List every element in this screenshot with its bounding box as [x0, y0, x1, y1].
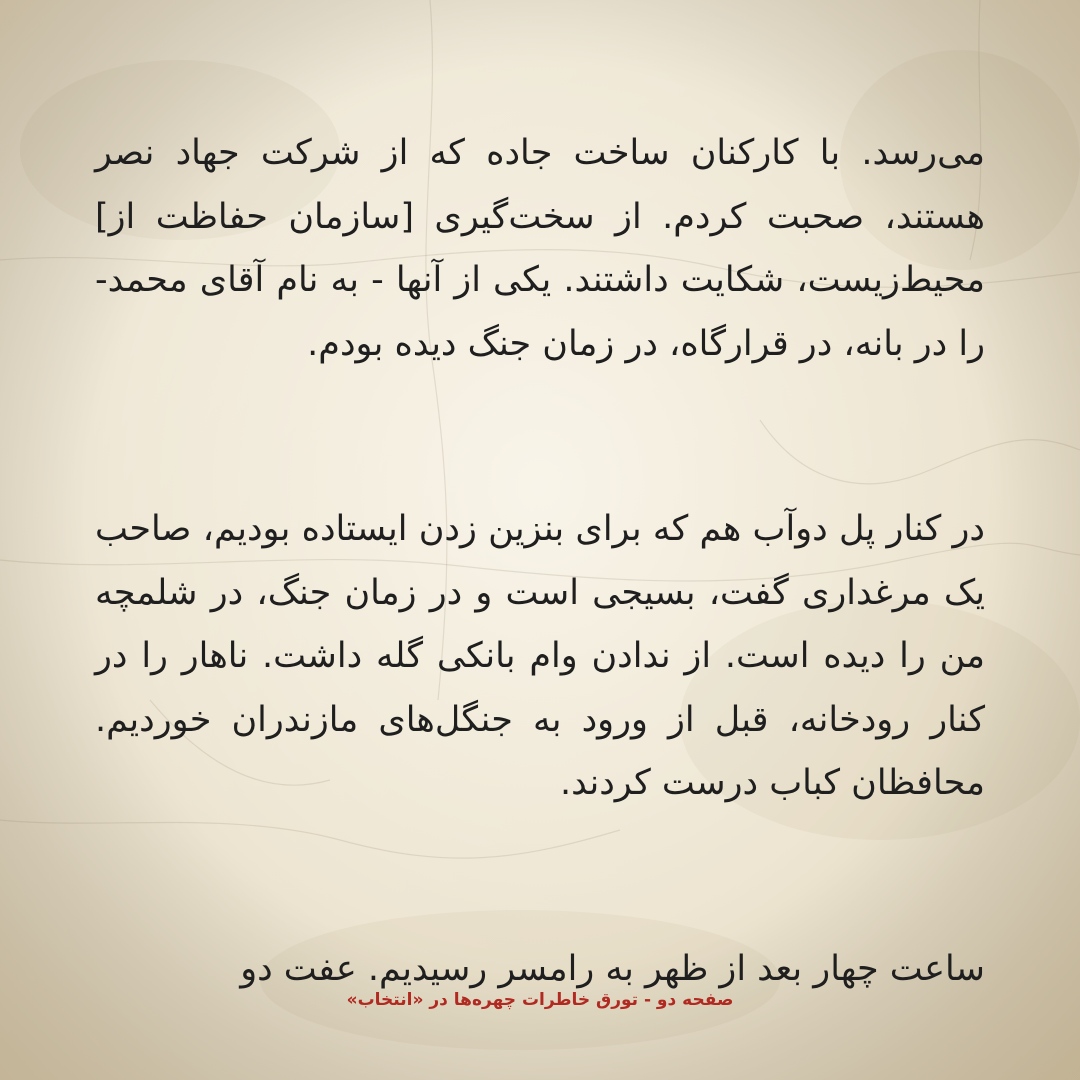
body-paragraph-3: ساعت چهار بعد از ظهر به رامسر رسیدیم. عفت دو [240, 949, 985, 989]
body-paragraph-1: می‌رسد. با کارکنان ساخت جاده که از شرکت جهاد نصر هستند، صحبت کردم. از سخت‌گیری [سازمان حفاظت از] محیط‌زیست، شکایت داشتند. یکی از آنها - به نام آقای محمد- را در بانه، در قرارگاه، در زمان جنگ دیده بودم. [95, 133, 985, 364]
body-paragraph-2: در کنار پل دوآب هم که برای بنزین زدن ایستاده بودیم، صاحب یک مرغداری گفت، بسیجی است و در زمان جنگ، در شلمچه من را دیده است. از ندادن وام بانکی گله داشت. ناهار را در کنار رودخانه، قبل از ورود به جنگل‌های مازندران خوردیم. محافظان کباب درست کردند. [95, 509, 985, 803]
page-footer-caption: صفحه دو - تورق خاطرات چهره‌ها در «انتخاب» [346, 990, 734, 1010]
